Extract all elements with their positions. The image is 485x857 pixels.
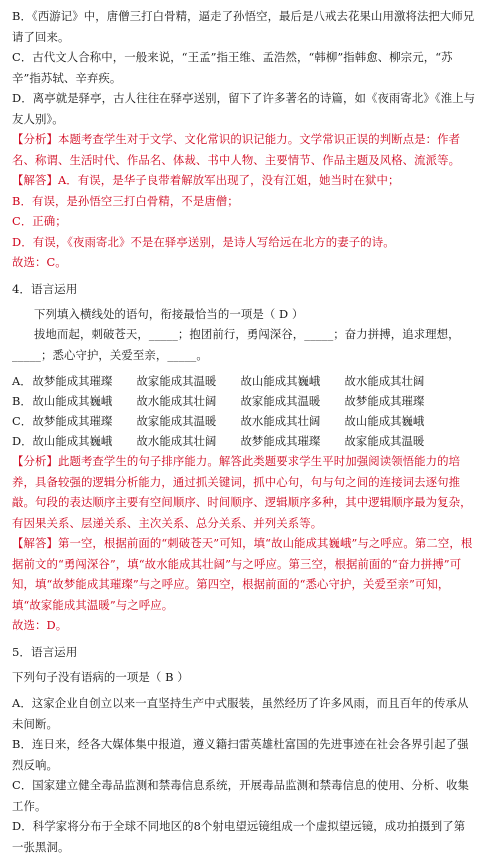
- q4-option-cell: 故水能成其壮阔: [344, 374, 425, 388]
- q4-option-cell: 故家能成其温暖: [240, 394, 321, 408]
- q4-option-cell: 故家能成其温暖: [136, 414, 217, 428]
- q4-option-cell: 故家能成其温暖: [136, 374, 217, 388]
- q4-option-cell: 故梦能成其璀璨: [344, 394, 425, 408]
- q5-heading: 5．语言运用: [12, 644, 78, 659]
- q4-option-cell: 故水能成其壮阔: [136, 434, 217, 448]
- q4-option-cell: 故山能成其巍峨: [32, 394, 113, 408]
- q5-option-b: B．连日来，经各大媒体集中报道，遵义籍扫雷英雄杜富国的先进事迹在社会各界引起了强烈反响。: [12, 737, 469, 772]
- q4-option-row: [12, 391, 449, 411]
- q4-option-key: D．: [12, 434, 33, 448]
- q4-option-cell: 故山能成其巍峨: [344, 414, 425, 428]
- q4-option-key: A．: [12, 374, 32, 388]
- q4-option-row: [12, 431, 449, 451]
- q4-analysis: 【分析】此题考查学生的句子排序能力。解答此类题要求学生平时加强阅读领悟能力的培养，具备较强的逻辑分析能力，通过抓关键词，抓中心句，句与句之间的连接词去逐句推敲。句段的表达顺序主要有空间顺序、时间顺序、逻辑顺序多种，其中逻辑顺序最为复杂，有因果关系、层递关系、主次关系、总分关系、并列关系等。: [12, 454, 472, 530]
- q4-choice: 故选：D。: [12, 618, 68, 632]
- q4-option-cell: 故山能成其巍峨: [240, 374, 321, 388]
- q5-option-c: C．国家建立健全毒品监测和禁毒信息系统，开展毒品监测和禁毒信息的使用、分析、收集工作。: [12, 778, 469, 813]
- q3-choice: 故选：C。: [12, 255, 67, 269]
- document-page: [12, 6, 476, 857]
- q4-option-cell: 故水能成其壮阔: [240, 414, 321, 428]
- q4-options-table: [12, 371, 449, 451]
- q3-option-c: C．古代文人合称中，一般来说，“王孟”指王维、孟浩然，“韩柳”指韩愈、柳宗元，“苏辛”指苏轼、辛弃疾。: [12, 50, 453, 85]
- q3-answer-line-1: 【解答】A．有误，是华子良带着解放军出现了，没有江姐，她当时在狱中；: [12, 173, 400, 187]
- q3-answer-line-2: B．有误，是孙悟空三打白骨精，不是唐僧；: [12, 193, 239, 208]
- q3-answer-line-3: C．正确；: [12, 214, 67, 228]
- q3-analysis: 【分析】本题考查学生对于文学、文化常识的识记能力。文学常识正误的判断点是：作者名、称谓、生活时代、作品名、体裁、书中人物、主要情节、作品主题及风格、流派等。: [12, 132, 461, 167]
- q4-option-cell: 故山能成其巍峨: [32, 434, 113, 448]
- q3-option-b: B．《西游记》中，唐僧三打白骨精，逼走了孙悟空，最后是八戒去花果山用激将法把大师兄请了回来。: [12, 9, 475, 44]
- q4-option-cell: 故家能成其温暖: [344, 434, 425, 448]
- q4-heading: 4．语言运用: [12, 281, 78, 296]
- q5-option-a: A．这家企业自创立以来一直坚持生产中式服装，虽然经历了许多风雨，而且百年的传承从未间断。: [12, 696, 469, 731]
- q4-answer: 【解答】第一空，根据前面的“刺破苍天”可知，填“故山能成其巍峨”与之呼应。第二空，根据前文的“勇闯深谷”，填“故水能成其壮阔”与之呼应。第三空，根据前面的“奋力拼搏”可知，填“故梦能成其璀璨”与之呼应。第四空，根据前面的“悉心守护，关爱至亲”可知，填“故家能成其温暖”与之呼应。: [12, 536, 473, 612]
- q4-option-key: B．: [12, 394, 32, 408]
- q3-option-d: D．离亭就是驿亭，古人往往在驿亭送别，留下了许多著名的诗篇，如《夜雨寄北》《淮上与友人别》。: [12, 91, 476, 126]
- q5-option-d: D．科学家将分布于全球不同地区的8个射电望远镜组成一个虚拟望远镜，成功拍摄到了第一张黑洞。: [12, 819, 466, 854]
- q4-option-row: [12, 411, 449, 431]
- q4-option-key: C．: [12, 414, 33, 428]
- q4-stem: 下列填入横线处的语句，衔接最恰当的一项是（ D ）: [34, 306, 304, 321]
- q4-option-cell: 故水能成其壮阔: [136, 394, 217, 408]
- q4-option-cell: 故梦能成其璀璨: [240, 434, 321, 448]
- q4-option-cell: 故梦能成其璀璨: [32, 414, 113, 428]
- q4-option-row: [12, 371, 449, 391]
- q5-stem: 下列句子没有语病的一项是（ B ）: [12, 669, 189, 684]
- q4-passage: 拔地而起，刺破苍天，_____；抱团前行，勇闯深谷，_____；奋力拼搏，追求理想，_____；悉心守护，关爱至亲，_____。: [12, 327, 460, 362]
- q3-answer-line-4: D．有误，《夜雨寄北》不是在驿亭送别，是诗人写给远在北方的妻子的诗。: [12, 234, 395, 249]
- q4-option-cell: 故梦能成其璀璨: [32, 374, 113, 388]
